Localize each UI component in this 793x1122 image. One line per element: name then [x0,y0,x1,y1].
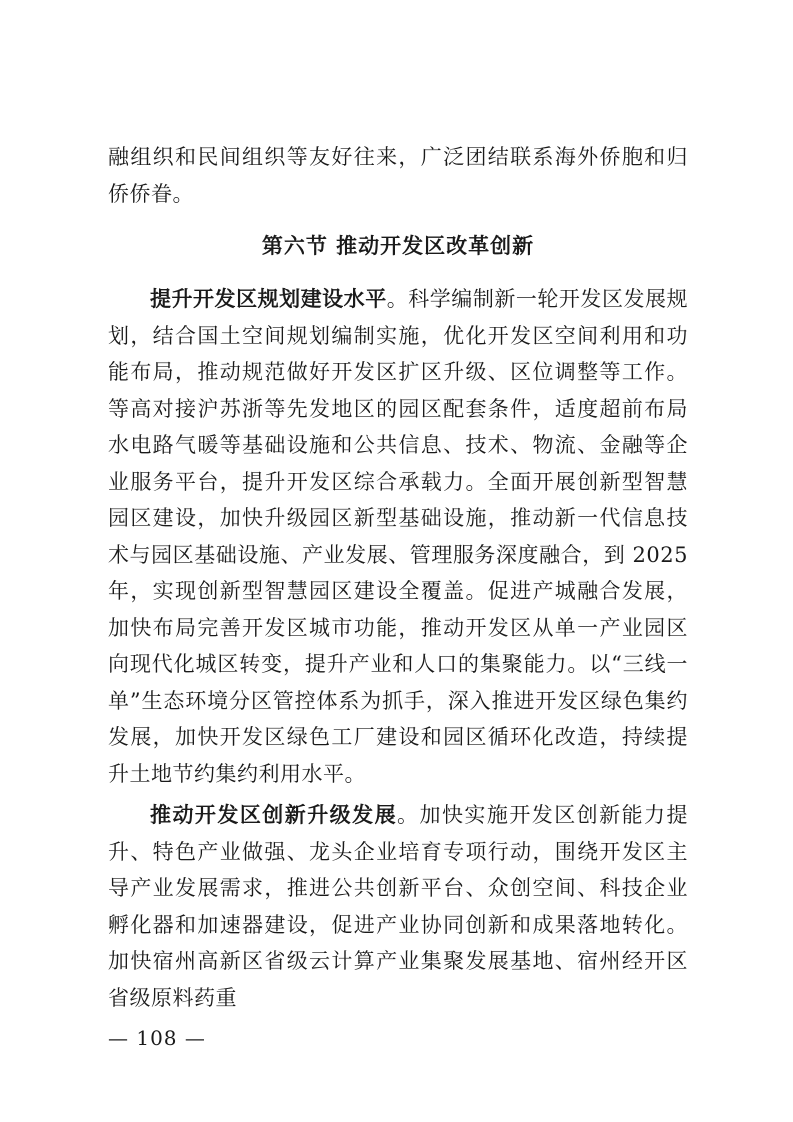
paragraph-lead: 提升开发区规划建设水平 [150,286,387,311]
paragraph-body: 。加快实施开发区创新能力提升、特色产业做强、龙头企业培育专项行动，围绕开发区主导产业发展需求，推进公共创新平台、众创空间、科技企业孵化器和加速器建设，促进产业协同创新和成果落地转化。加快宿州高新区省级云计算产业集聚发展基地、宿州经开区省级原料药重 [108,803,689,1010]
paragraph-lead: 推动开发区创新升级发展 [150,802,398,827]
paragraph-body: 。科学编制新一轮开发区发展规划，结合国土空间规划编制实施，优化开发区空间利用和功能布局，推动规范做好开发区扩区升级、区位调整等工作。等高对接沪苏浙等先发地区的园区配套条件，适度超前布局水电路气暖等基础设施和公共信息、技术、物流、金融等企业服务平台，提升开发区综合承载力。全面开展创新型智慧园区建设，加快升级园区新型基础设施，推动新一代信息技术与园区基础设施、产业发展、管理服务深度融合，到 2025 年，实现创新型智慧园区建设全覆盖。促进产城融合发展，加快布局完善开发区城市功能，推动开发区从单一产业园区向现代化城区转变，提升产业和人口的集聚能力。以“三线一单”生态环境分区管控体系为抓手，深入推进开发区绿色集约发展，加快开发区绿色工厂建设和园区循环化改造，持续提升土地节约集约利用水平。 [108,287,689,786]
paragraph-planning [108,281,688,792]
section-heading: 第六节 推动开发区改革创新 [261,234,535,258]
paragraph-innovation [108,797,688,1016]
page-number: — 108 — [108,1026,206,1050]
paragraph-continuation [108,139,688,212]
paragraph-text: 融组织和民间组织等友好往来，广泛团结联系海外侨胞和归侨侨眷。 [108,145,688,206]
